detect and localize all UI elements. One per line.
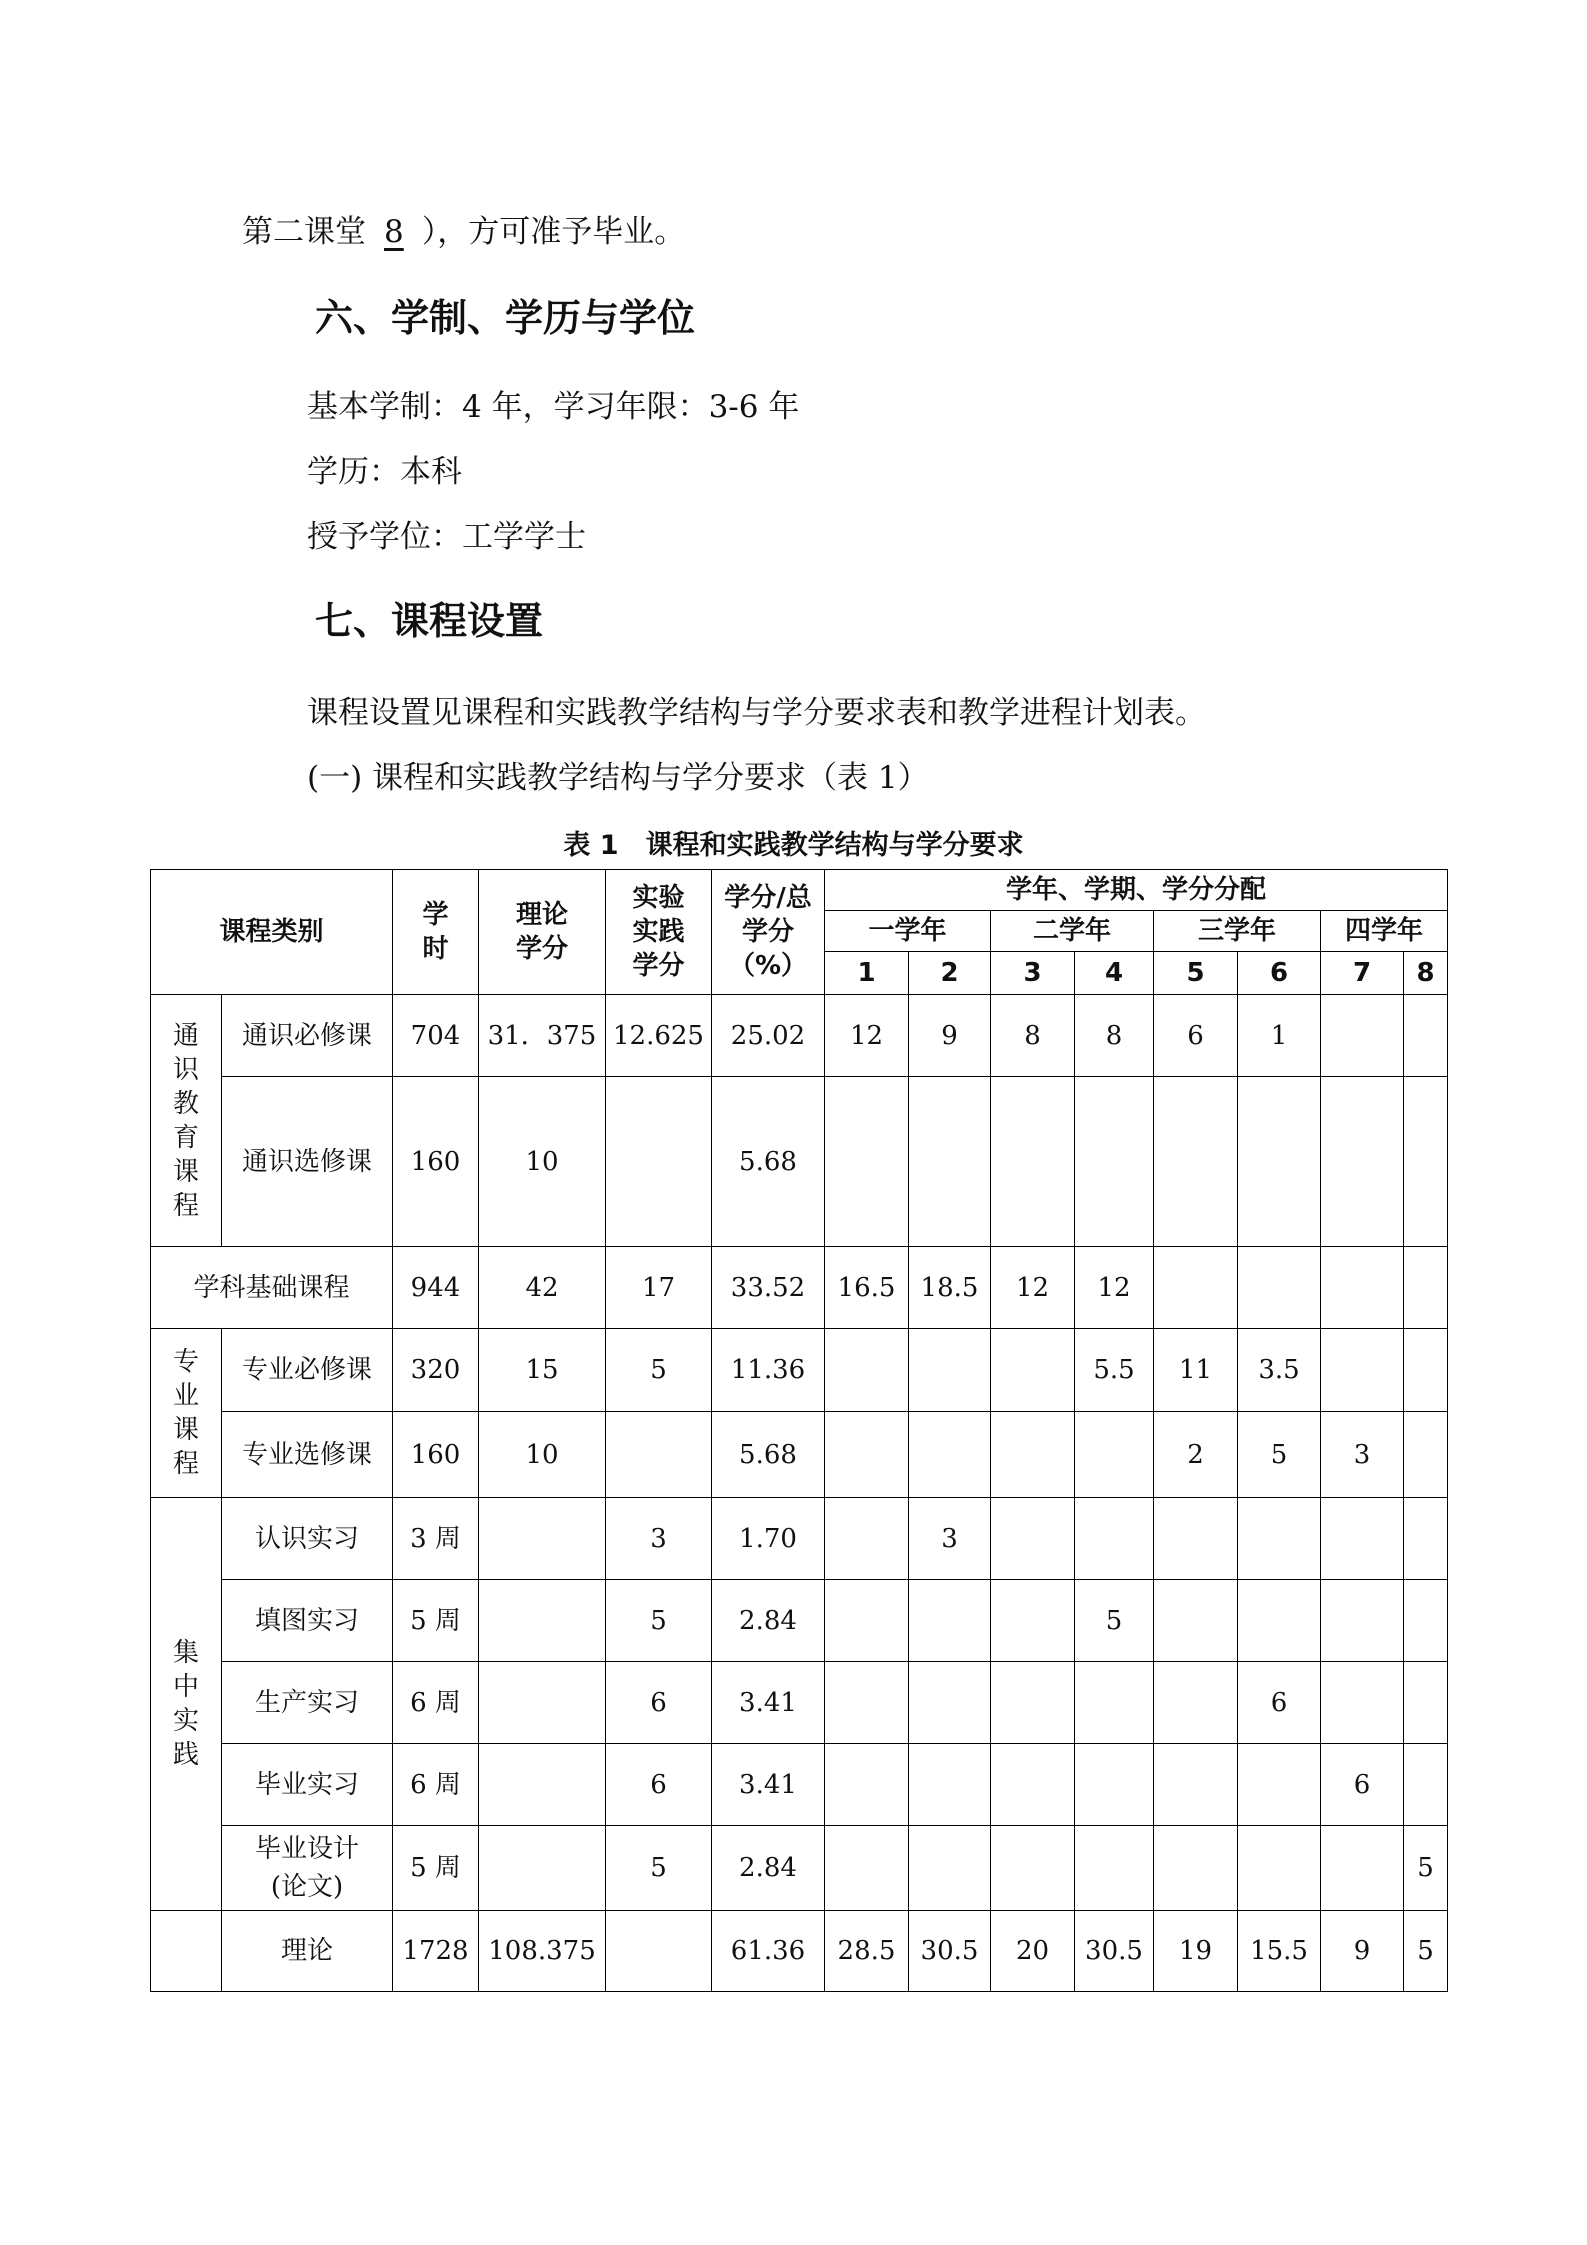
cell-sem: 30.5 — [1075, 1911, 1154, 1992]
cell-practice — [606, 1077, 712, 1247]
cell-sem: 5 — [1404, 1826, 1448, 1911]
cell-sem — [1238, 1744, 1321, 1826]
cell-sem — [1321, 1498, 1404, 1580]
cell-sem — [1321, 1247, 1404, 1329]
cell-practice — [606, 1911, 712, 1992]
cell-pct: 3.41 — [712, 1744, 825, 1826]
group-practice: 集中实践 — [151, 1498, 222, 1911]
row-name: 通识选修课 — [222, 1077, 393, 1247]
cell-sem: 28.5 — [825, 1911, 909, 1992]
cell-sem: 3.5 — [1238, 1329, 1321, 1412]
cell-pct: 25.02 — [712, 995, 825, 1077]
cell-practice: 17 — [606, 1247, 712, 1329]
cell-sem — [1154, 1826, 1238, 1911]
cell-sem: 12 — [825, 995, 909, 1077]
table-row — [151, 1247, 1448, 1329]
header-category: 课程类别 — [151, 870, 393, 995]
cell-hours: 704 — [393, 995, 479, 1077]
row-name: 毕业设计(论文) — [222, 1826, 393, 1911]
cell-sem — [825, 1580, 909, 1662]
header-semester: 8 — [1404, 952, 1448, 995]
cell-pct: 33.52 — [712, 1247, 825, 1329]
cell-theory: 10 — [479, 1412, 606, 1498]
cell-hours: 160 — [393, 1077, 479, 1247]
cell-sem: 15.5 — [1238, 1911, 1321, 1992]
cell-sem — [1321, 1580, 1404, 1662]
header-year-4: 四学年 — [1321, 911, 1448, 952]
cell-sem — [909, 1580, 991, 1662]
cell-sem — [1154, 1744, 1238, 1826]
course-intro: 课程设置见课程和实践教学结构与学分要求表和教学进程计划表。 — [307, 695, 1206, 731]
cell-sem — [991, 1498, 1075, 1580]
cell-sem: 9 — [1321, 1911, 1404, 1992]
cell-pct: 3.41 — [712, 1662, 825, 1744]
cell-sem — [1404, 1744, 1448, 1826]
cell-sem — [1321, 1662, 1404, 1744]
cell-sem — [991, 1329, 1075, 1412]
cell-sem: 20 — [991, 1911, 1075, 1992]
cell-pct: 1.70 — [712, 1498, 825, 1580]
cell-sem: 8 — [991, 995, 1075, 1077]
cell-sem: 5 — [1075, 1580, 1154, 1662]
degree-awarded: 授予学位：工学学士 — [307, 519, 586, 555]
cell-hours: 160 — [393, 1412, 479, 1498]
cell-sem — [909, 1744, 991, 1826]
cell-sem — [1154, 1662, 1238, 1744]
second-class-credit: 8 — [384, 214, 404, 250]
cell-sem: 5.5 — [1075, 1329, 1154, 1412]
cell-sem: 12 — [1075, 1247, 1154, 1329]
credit-structure-table — [150, 869, 1448, 1992]
cell-hours: 6 周 — [393, 1662, 479, 1744]
row-name: 认识实习 — [222, 1498, 393, 1580]
cell-sem — [825, 1826, 909, 1911]
cell-theory — [479, 1580, 606, 1662]
cell-sem: 18.5 — [909, 1247, 991, 1329]
cell-sem: 19 — [1154, 1911, 1238, 1992]
cell-pct: 2.84 — [712, 1580, 825, 1662]
cell-sem — [1154, 1077, 1238, 1247]
header-semester: 4 — [1075, 952, 1154, 995]
cell-hours: 6 周 — [393, 1744, 479, 1826]
cell-sem — [1404, 1412, 1448, 1498]
cell-sem — [1321, 1826, 1404, 1911]
cell-theory — [479, 1826, 606, 1911]
cell-sem — [1238, 1077, 1321, 1247]
cell-hours: 320 — [393, 1329, 479, 1412]
cell-theory — [479, 1498, 606, 1580]
degree-level: 学历：本科 — [307, 454, 462, 490]
header-semester: 1 — [825, 952, 909, 995]
table-row — [151, 1329, 1448, 1412]
graduation-line — [242, 212, 685, 252]
subsection-heading: (一) 课程和实践教学结构与学分要求（表 1） — [307, 760, 929, 796]
cell-sem — [909, 1412, 991, 1498]
table-row — [151, 1412, 1448, 1498]
cell-theory: 15 — [479, 1329, 606, 1412]
cell-sem — [1075, 1077, 1154, 1247]
cell-sem — [1404, 1662, 1448, 1744]
cell-sem — [1404, 1247, 1448, 1329]
cell-sem — [1404, 1077, 1448, 1247]
row-name: 专业选修课 — [222, 1412, 393, 1498]
cell-practice: 3 — [606, 1498, 712, 1580]
cell-pct: 2.84 — [712, 1826, 825, 1911]
cell-hours: 944 — [393, 1247, 479, 1329]
section-6-heading: 六、学制、学历与学位 — [315, 296, 696, 340]
cell-sem: 3 — [909, 1498, 991, 1580]
cell-sem — [909, 1826, 991, 1911]
cell-sem — [1238, 1580, 1321, 1662]
cell-sem — [1154, 1580, 1238, 1662]
cell-sem — [909, 1329, 991, 1412]
cell-sem: 8 — [1075, 995, 1154, 1077]
cell-sem — [1075, 1744, 1154, 1826]
cell-sem — [1404, 1329, 1448, 1412]
table-row — [151, 1077, 1448, 1247]
row-name: 填图实习 — [222, 1580, 393, 1662]
header-credit-pct: 学分/总学分（%） — [712, 870, 825, 995]
cell-hours: 5 周 — [393, 1580, 479, 1662]
cell-sem — [991, 1412, 1075, 1498]
cell-sem: 11 — [1154, 1329, 1238, 1412]
table-row — [151, 1580, 1448, 1662]
line-prefix: 第二课堂 — [242, 214, 366, 250]
cell-practice: 6 — [606, 1744, 712, 1826]
header-distribution: 学年、学期、学分分配 — [825, 870, 1448, 911]
cell-practice: 5 — [606, 1329, 712, 1412]
cell-sem — [825, 1412, 909, 1498]
cell-sem: 2 — [1154, 1412, 1238, 1498]
cell-sem: 6 — [1154, 995, 1238, 1077]
cell-sem: 6 — [1238, 1662, 1321, 1744]
row-name: 通识必修课 — [222, 995, 393, 1077]
cell-sem — [1321, 1329, 1404, 1412]
cell-sem — [1238, 1826, 1321, 1911]
cell-sem — [1404, 995, 1448, 1077]
cell-theory: 10 — [479, 1077, 606, 1247]
cell-sem — [1075, 1498, 1154, 1580]
table-row — [151, 1744, 1448, 1826]
cell-sem: 12 — [991, 1247, 1075, 1329]
table-row — [151, 995, 1448, 1077]
table-row — [151, 1911, 1448, 1992]
header-semester: 6 — [1238, 952, 1321, 995]
header-hours: 学时 — [393, 870, 479, 995]
header-semester: 3 — [991, 952, 1075, 995]
cell-pct: 5.68 — [712, 1077, 825, 1247]
header-semester: 2 — [909, 952, 991, 995]
cell-theory — [479, 1662, 606, 1744]
cell-pct: 11.36 — [712, 1329, 825, 1412]
cell-hours: 1728 — [393, 1911, 479, 1992]
cell-practice: 5 — [606, 1580, 712, 1662]
cell-sem: 16.5 — [825, 1247, 909, 1329]
table-row — [151, 1826, 1448, 1911]
row-name: 毕业实习 — [222, 1744, 393, 1826]
header-year-3: 三学年 — [1154, 911, 1321, 952]
cell-sem — [991, 1662, 1075, 1744]
cell-theory: 42 — [479, 1247, 606, 1329]
row-name: 学科基础课程 — [151, 1247, 393, 1329]
group-general-education: 通识教育课程 — [151, 995, 222, 1247]
cell-hours: 5 周 — [393, 1826, 479, 1911]
cell-sem: 5 — [1238, 1412, 1321, 1498]
table-row — [151, 1498, 1448, 1580]
cell-sem — [909, 1077, 991, 1247]
cell-practice — [606, 1412, 712, 1498]
cell-hours: 3 周 — [393, 1498, 479, 1580]
cell-sem — [1238, 1498, 1321, 1580]
cell-sem — [825, 1744, 909, 1826]
basic-duration: 基本学制：4 年，学习年限：3-6 年 — [307, 389, 800, 425]
section-7-heading: 七、课程设置 — [315, 599, 544, 643]
cell-sem — [825, 1662, 909, 1744]
group-major: 专业课程 — [151, 1329, 222, 1498]
line-suffix: ），方可准予毕业。 — [421, 214, 686, 250]
cell-practice: 12.625 — [606, 995, 712, 1077]
cell-sem: 1 — [1238, 995, 1321, 1077]
header-theory: 理论学分 — [479, 870, 606, 995]
cell-sem — [825, 1329, 909, 1412]
cell-sem: 9 — [909, 995, 991, 1077]
cell-sem — [1404, 1498, 1448, 1580]
cell-sem — [1404, 1580, 1448, 1662]
cell-pct: 61.36 — [712, 1911, 825, 1992]
cell-sem — [991, 1077, 1075, 1247]
cell-sem — [825, 1077, 909, 1247]
cell-practice: 6 — [606, 1662, 712, 1744]
cell-sem — [991, 1744, 1075, 1826]
cell-sem — [1321, 1077, 1404, 1247]
row-name: 专业必修课 — [222, 1329, 393, 1412]
table-caption: 表 1 课程和实践教学结构与学分要求 — [563, 830, 1024, 861]
header-year-1: 一学年 — [825, 911, 991, 952]
cell-sem — [991, 1580, 1075, 1662]
row-name: 生产实习 — [222, 1662, 393, 1744]
cell-sem — [1154, 1247, 1238, 1329]
cell-pct: 5.68 — [712, 1412, 825, 1498]
cell-sem — [825, 1498, 909, 1580]
cell-sem — [1075, 1412, 1154, 1498]
row-name: 理论 — [222, 1911, 393, 1992]
header-practice: 实验实践学分 — [606, 870, 712, 995]
table-row — [151, 1662, 1448, 1744]
cell-sem — [1238, 1247, 1321, 1329]
cell-sem: 3 — [1321, 1412, 1404, 1498]
cell-theory: 108.375 — [479, 1911, 606, 1992]
cell-theory — [479, 1744, 606, 1826]
cell-sem — [909, 1662, 991, 1744]
header-semester: 7 — [1321, 952, 1404, 995]
cell-sem — [1154, 1498, 1238, 1580]
cell-sem — [1075, 1662, 1154, 1744]
cell-theory: 31．375 — [479, 995, 606, 1077]
empty-group-cell — [151, 1911, 222, 1992]
cell-sem — [1075, 1826, 1154, 1911]
cell-sem — [991, 1826, 1075, 1911]
cell-sem: 30.5 — [909, 1911, 991, 1992]
header-semester: 5 — [1154, 952, 1238, 995]
cell-sem: 5 — [1404, 1911, 1448, 1992]
cell-sem — [1321, 995, 1404, 1077]
cell-practice: 5 — [606, 1826, 712, 1911]
header-year-2: 二学年 — [991, 911, 1154, 952]
cell-sem: 6 — [1321, 1744, 1404, 1826]
